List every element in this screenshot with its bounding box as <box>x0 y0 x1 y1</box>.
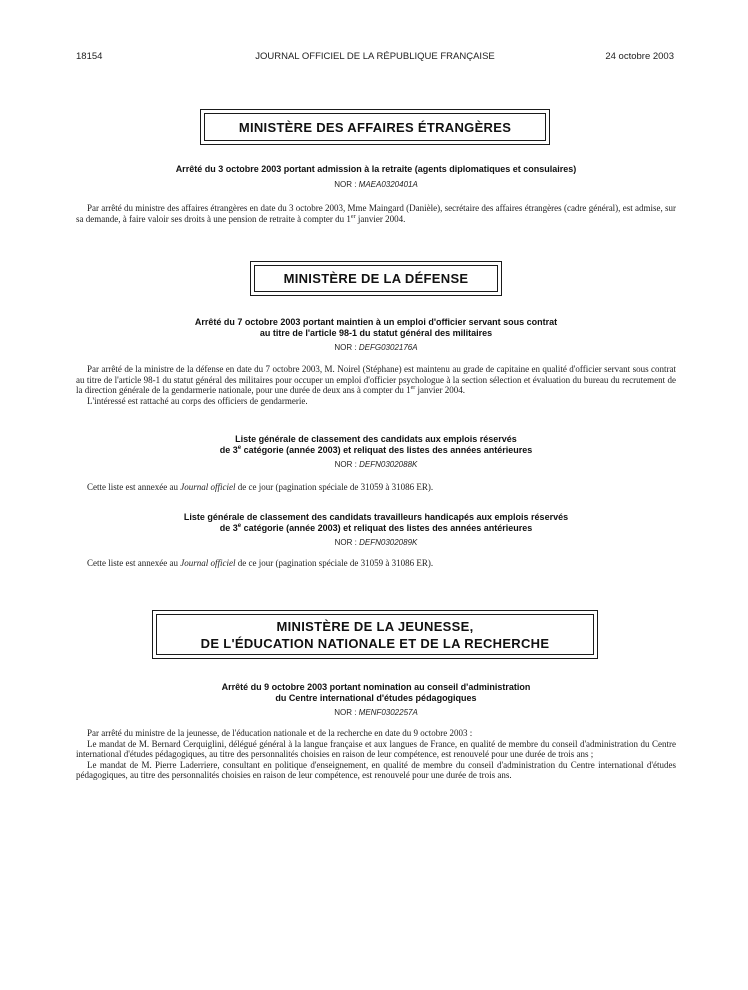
nor-reference <box>76 180 676 189</box>
page-header <box>76 51 674 65</box>
paragraph: L'intéressé est rattaché au corps des officiers de gendarmerie. <box>87 395 308 406</box>
paragraph: Par arrêté du ministre de la jeunesse, de l'éducation nationale et de la recherche en date du 9 octobre 2003 : <box>87 728 473 738</box>
ministry-heading-foreign-affairs <box>200 109 550 145</box>
nor-label: NOR : <box>334 180 357 189</box>
page-number: 18154 <box>76 51 103 62</box>
act-body <box>76 364 676 406</box>
nor-reference <box>76 460 676 469</box>
nor-code: MENF0302257A <box>358 708 418 717</box>
act-title: Arrêté du 7 octobre 2003 portant maintien à un emploi d'officier servant sous contrat au titre de l'article 98-1 du statut général des militaires <box>194 317 558 338</box>
journal-title: JOURNAL OFFICIEL DE LA RÉPUBLIQUE FRANÇAISE <box>255 51 495 62</box>
ministry-heading-education <box>152 610 598 659</box>
act-title: Arrêté du 3 octobre 2003 portant admission à la retraite (agents diplomatiques et consulaires) <box>175 164 577 174</box>
nor-label: NOR : <box>334 708 357 717</box>
list-title: Liste générale de classement des candidats travailleurs handicapés aux emplois réservés de 3e catégorie (année 2003) et reliquat des listes des années antérieures <box>183 512 569 533</box>
paragraph: Par arrêté de la ministre de la défense en date du 7 octobre 2003, M. Noirel (Stéphane) est maintenu au grade de capitaine en qualité d'officier servant sous contrat au titre de l'article 98-1 du statut général des militaires pour occuper un emploi d'officier psychologue à la section sélection et évaluation du bureau du recrutement de la direction générale de la gendarmerie nationale, pour une durée de deux ans à compter du 1er janvier 2004. <box>76 364 676 395</box>
act-body <box>76 482 676 493</box>
nor-label: NOR : <box>334 538 357 547</box>
issue-date: 24 octobre 2003 <box>605 51 674 62</box>
paragraph: Cette liste est annexée au Journal officiel de ce jour (pagination spéciale de 31059 à 31086 ER). <box>87 482 434 492</box>
nor-reference <box>76 343 676 352</box>
nor-label: NOR : <box>334 460 357 469</box>
paragraph: Le mandat de M. Pierre Laderriere, consultant en politique d'enseignement, en qualité de membre du conseil d'administration du Centre international d'études pédagogiques, au titre des personnalités choisies en raison de leur compétence, est renouvelé pour une durée de trois ans. <box>76 759 676 780</box>
nor-label: NOR : <box>334 343 357 352</box>
nor-code: MAEA0320401A <box>358 180 418 189</box>
nor-reference <box>76 708 676 717</box>
ministry-name: MINISTÈRE DES AFFAIRES ÉTRANGÈRES <box>238 119 512 135</box>
ministry-name-line: MINISTÈRE DE LA JEUNESSE, <box>276 618 474 634</box>
paragraph: Par arrêté du ministre des affaires étrangères en date du 3 octobre 2003, Mme Maingard (Danièle), secrétaire des affaires étrangères (cadre général), est admise, sur sa demande, à faire valoir ses droits à une pension de retraite à compter du 1er janvier 2004. <box>76 203 676 224</box>
ministry-name: MINISTÈRE DE LA DÉFENSE <box>283 271 469 286</box>
act-title: Arrêté du 9 octobre 2003 portant nomination au conseil d'administration du Centre international d'études pédagogiques <box>221 682 531 703</box>
nor-reference <box>76 538 676 547</box>
nor-code: DEFN0302089K <box>359 538 418 547</box>
ministry-heading-defense <box>250 261 502 296</box>
paragraph: Cette liste est annexée au Journal officiel de ce jour (pagination spéciale de 31059 à 31086 ER). <box>87 558 434 568</box>
paragraph: Le mandat de M. Bernard Cerquiglini, délégué général à la langue française et aux langues de France, en qualité de membre du conseil d'administration du Centre international d'études pédagogiques, au titre des personnalités choisies en raison de leur compétence, est renouvelé pour une durée de trois ans ; <box>76 738 676 759</box>
nor-code: DEFN0302088K <box>359 460 418 469</box>
list-title: Liste générale de classement des candidats aux emplois réservés de 3e catégorie (année 2003) et reliquat des listes des années antérieures <box>219 434 533 455</box>
act-body <box>76 558 676 569</box>
ministry-name-line: DE L'ÉDUCATION NATIONALE ET DE LA RECHERCHE <box>200 635 550 651</box>
nor-code: DEFG0302176A <box>358 343 418 352</box>
act-body <box>76 203 676 224</box>
act-body <box>76 728 676 781</box>
